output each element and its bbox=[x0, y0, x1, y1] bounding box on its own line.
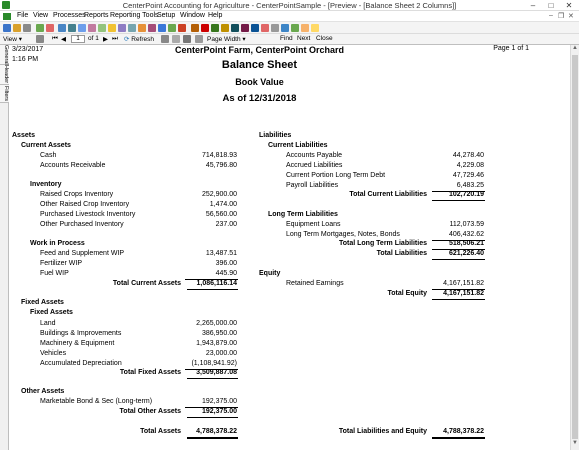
alert-icon[interactable] bbox=[261, 24, 269, 32]
export-icon[interactable] bbox=[172, 35, 180, 43]
scroll-down-icon[interactable]: ▼ bbox=[572, 440, 578, 446]
current-liabilities-header: Current Liabilities bbox=[268, 142, 328, 149]
print-preview-icon[interactable] bbox=[36, 35, 44, 43]
receipt-icon[interactable] bbox=[46, 24, 54, 32]
production-icon[interactable] bbox=[148, 24, 156, 32]
invoice-icon[interactable] bbox=[108, 24, 116, 32]
fuel-wip-label: Fuel WIP bbox=[40, 270, 69, 277]
report-date: 3/23/2017 bbox=[12, 46, 44, 53]
report-time: 1:16 PM bbox=[12, 56, 39, 63]
zoom-label: Page Width bbox=[207, 36, 241, 43]
cash-value: 714,818.93 bbox=[201, 152, 237, 159]
raised-crops-value: 252,900.00 bbox=[201, 191, 237, 198]
retained-earnings-label: Retained Earnings bbox=[286, 280, 344, 287]
underline bbox=[187, 378, 238, 379]
open-folder-icon[interactable] bbox=[13, 24, 21, 32]
vertical-scrollbar[interactable] bbox=[570, 45, 579, 450]
equity-header: Equity bbox=[259, 270, 281, 277]
machinery-value: 1,943,879.00 bbox=[196, 340, 237, 347]
pdf-icon[interactable] bbox=[201, 24, 209, 32]
buildings-label: Buildings & Improvements bbox=[40, 330, 122, 337]
graph-icon[interactable] bbox=[231, 24, 239, 32]
other-purchased-label: Other Purchased Inventory bbox=[40, 221, 124, 228]
menu-app-icon bbox=[3, 13, 11, 20]
maximize-button[interactable]: □ bbox=[548, 1, 554, 10]
total-current-liabilities-value: 102,720.19 bbox=[448, 191, 484, 198]
next-button[interactable]: Next bbox=[297, 35, 311, 42]
feed-wip-value: 13,487.51 bbox=[205, 250, 237, 257]
journal-icon[interactable] bbox=[88, 24, 96, 32]
settings-icon[interactable] bbox=[271, 24, 279, 32]
page-setup-icon[interactable] bbox=[161, 35, 169, 43]
total-liabilities-equity-label: Total Liabilities and Equity bbox=[338, 428, 427, 435]
report-as-of: As of 12/31/2018 bbox=[222, 93, 297, 104]
field-icon[interactable] bbox=[168, 24, 176, 32]
email-icon[interactable] bbox=[183, 35, 191, 43]
menu-processes[interactable]: Processes bbox=[53, 12, 86, 19]
preview-toolbar bbox=[0, 34, 579, 45]
transfer-icon[interactable] bbox=[78, 24, 86, 32]
fuel-wip-value: 445.90 bbox=[215, 270, 237, 277]
accumulated-depreciation-label: Accumulated Depreciation bbox=[40, 360, 122, 367]
other-assets-header: Other Assets bbox=[21, 388, 65, 395]
company-name: CenterPoint Farm, CenterPoint Orchard bbox=[174, 45, 345, 55]
total-liabilities-label: Total Liabilities bbox=[376, 250, 427, 257]
menu-bar bbox=[0, 11, 579, 22]
machinery-label: Machinery & Equipment bbox=[40, 340, 115, 347]
calendar-icon[interactable] bbox=[251, 24, 259, 32]
asset-icon[interactable] bbox=[158, 24, 166, 32]
zoom-icon[interactable] bbox=[195, 35, 203, 43]
new-icon[interactable] bbox=[3, 24, 11, 32]
total-assets-label: Total Assets bbox=[140, 428, 181, 435]
previous-page-button[interactable]: ◀ bbox=[61, 36, 66, 43]
title-bar bbox=[0, 0, 579, 11]
page-indicator: Page 1 of 1 bbox=[493, 45, 529, 52]
scrollbar-thumb[interactable] bbox=[572, 55, 578, 439]
budget-icon[interactable] bbox=[241, 24, 249, 32]
report-page bbox=[9, 45, 570, 450]
cpltd-value: 47,729.46 bbox=[452, 172, 484, 179]
excel-icon[interactable] bbox=[211, 24, 219, 32]
mdi-minimize-button[interactable]: – bbox=[549, 12, 553, 19]
customer-icon[interactable] bbox=[118, 24, 126, 32]
other-purchased-value: 237.00 bbox=[215, 221, 237, 228]
fixed-assets-subheader: Fixed Assets bbox=[30, 309, 73, 316]
purchased-livestock-value: 56,560.00 bbox=[205, 211, 237, 218]
long-term-liabilities-header: Long Term Liabilities bbox=[268, 211, 338, 218]
total-long-term-liabilities-value: 518,506.21 bbox=[448, 240, 484, 247]
mdi-restore-button[interactable]: ❐ bbox=[558, 13, 565, 20]
underline bbox=[432, 200, 485, 201]
menu-help[interactable]: Help bbox=[208, 12, 223, 19]
help-icon[interactable] bbox=[301, 24, 309, 32]
total-liabilities-value: 621,226.40 bbox=[448, 250, 484, 257]
fertilizer-wip-value: 396.00 bbox=[215, 260, 237, 267]
other-raised-value: 1,474.00 bbox=[209, 201, 237, 208]
total-fixed-assets-label: Total Fixed Assets bbox=[119, 369, 181, 376]
side-tab-strip bbox=[0, 45, 9, 450]
underline bbox=[187, 289, 238, 290]
payroll-value: 6,483.25 bbox=[456, 182, 484, 189]
checkbook-icon[interactable] bbox=[58, 24, 66, 32]
vehicles-label: Vehicles bbox=[40, 350, 67, 357]
menu-reports[interactable]: Reports bbox=[84, 12, 109, 19]
ap-value: 44,278.40 bbox=[452, 152, 484, 159]
cpltd-label: Current Portion Long Term Debt bbox=[286, 172, 386, 179]
vehicles-value: 23,000.00 bbox=[205, 350, 237, 357]
page-number-input[interactable]: 1 bbox=[71, 35, 85, 43]
view-dropdown[interactable]: View ▾ bbox=[3, 36, 23, 43]
menu-window[interactable]: Window bbox=[180, 12, 205, 19]
underline bbox=[432, 299, 485, 300]
menu-view[interactable]: View bbox=[33, 12, 49, 19]
marketable-value: 192,375.00 bbox=[201, 398, 237, 405]
purchased-livestock-label: Purchased Livestock Inventory bbox=[40, 211, 136, 218]
total-other-assets-label: Total Other Assets bbox=[119, 408, 181, 415]
payroll-label: Payroll Liabilities bbox=[286, 182, 339, 189]
equipment-loans-value: 112,073.59 bbox=[449, 221, 484, 228]
total-long-term-liabilities-label: Total Long Term Liabilities bbox=[338, 240, 427, 247]
user-icon[interactable] bbox=[281, 24, 289, 32]
window-title: CenterPoint Accounting for Agriculture - CenterPointSample - [Preview - [Balance Sheet 2 Columns]] bbox=[122, 1, 457, 10]
accrued-value: 4,229.08 bbox=[456, 162, 484, 169]
inventory-icon[interactable] bbox=[138, 24, 146, 32]
total-current-liabilities-label: Total Current Liabilities bbox=[349, 191, 427, 198]
mortgages-label: Long Term Mortgages, Notes, Bonds bbox=[286, 231, 400, 238]
inventory-header: Inventory bbox=[30, 181, 62, 188]
note-icon[interactable] bbox=[311, 24, 319, 32]
wip-header: Work in Process bbox=[30, 240, 85, 247]
find-button[interactable]: Find bbox=[280, 35, 293, 42]
buildings-value: 386,950.00 bbox=[201, 330, 237, 337]
other-raised-label: Other Raised Crop Inventory bbox=[40, 201, 130, 208]
vendor-icon[interactable] bbox=[128, 24, 136, 32]
report-icon[interactable] bbox=[191, 24, 199, 32]
fixed-assets-header: Fixed Assets bbox=[21, 299, 64, 306]
total-fixed-assets-value: 3,509,887.08 bbox=[196, 369, 237, 376]
raised-crops-label: Raised Crops Inventory bbox=[40, 191, 114, 198]
liabilities-header: Liabilities bbox=[259, 132, 292, 139]
total-liabilities-equity-value: 4,788,378.22 bbox=[443, 428, 484, 435]
double-underline bbox=[187, 437, 238, 439]
fertilizer-wip-label: Fertilizer WIP bbox=[40, 260, 82, 267]
total-current-assets-value: 1,086,116.14 bbox=[196, 280, 237, 287]
mortgages-value: 406,432.62 bbox=[448, 231, 484, 238]
marketable-label: Marketable Bond & Sec (Long-term) bbox=[40, 398, 153, 405]
zoom-dropdown[interactable]: Page Width ▾ bbox=[207, 36, 246, 43]
last-page-button[interactable]: ⏭ bbox=[112, 35, 118, 42]
feed-wip-label: Feed and Supplement WIP bbox=[40, 250, 125, 257]
livestock-icon[interactable] bbox=[178, 24, 186, 32]
tab-header[interactable]: Header bbox=[0, 65, 9, 85]
report-title: Balance Sheet bbox=[221, 59, 298, 71]
mdi-close-button[interactable]: ✕ bbox=[568, 13, 574, 20]
ar-value: 45,796.80 bbox=[205, 162, 237, 169]
minimize-button[interactable]: – bbox=[530, 1, 536, 10]
view-label: View bbox=[3, 36, 17, 43]
ap-label: Accounts Payable bbox=[286, 152, 343, 159]
menu-setup[interactable]: Setup bbox=[157, 12, 176, 19]
current-assets-header: Current Assets bbox=[21, 142, 71, 149]
main-toolbar bbox=[0, 22, 579, 34]
tab-filters[interactable]: Filters bbox=[0, 85, 9, 103]
close-preview-button[interactable]: Close bbox=[316, 35, 333, 42]
underline bbox=[187, 417, 238, 418]
equipment-loans-label: Equipment Loans bbox=[286, 221, 341, 228]
backup-icon[interactable] bbox=[291, 24, 299, 32]
underline bbox=[432, 259, 485, 260]
report-subtitle: Book Value bbox=[235, 77, 284, 87]
refresh-icon: ⟳ bbox=[124, 36, 130, 43]
first-page-button[interactable]: ⏮ bbox=[52, 35, 58, 42]
refresh-label: Refresh bbox=[131, 36, 155, 43]
total-equity-label: Total Equity bbox=[387, 290, 427, 297]
payroll-icon[interactable] bbox=[98, 24, 106, 32]
deposit-icon[interactable] bbox=[68, 24, 76, 32]
total-equity-value: 4,167,151.82 bbox=[443, 290, 484, 297]
total-assets-value: 4,788,378.22 bbox=[196, 428, 237, 435]
total-current-assets-label: Total Current Assets bbox=[112, 280, 181, 287]
money-icon[interactable] bbox=[36, 24, 44, 32]
retained-earnings-value: 4,167,151.82 bbox=[443, 280, 484, 287]
total-other-assets-value: 192,375.00 bbox=[201, 408, 237, 415]
double-underline bbox=[432, 437, 485, 439]
menu-reporting-tools[interactable]: Reporting Tools bbox=[110, 12, 159, 19]
next-page-button[interactable]: ▶ bbox=[103, 36, 108, 43]
land-value: 2,265,000.00 bbox=[196, 320, 237, 327]
close-window-button[interactable]: ✕ bbox=[565, 1, 573, 10]
print-icon[interactable] bbox=[23, 24, 31, 32]
menu-file[interactable]: File bbox=[17, 12, 29, 19]
refresh-button[interactable] bbox=[124, 35, 154, 43]
scroll-up-icon[interactable]: ▲ bbox=[572, 45, 578, 51]
memorized-report-icon[interactable] bbox=[221, 24, 229, 32]
land-label: Land bbox=[40, 320, 56, 327]
cash-label: Cash bbox=[40, 152, 57, 159]
assets-header: Assets bbox=[12, 132, 35, 139]
page-count: of 1 bbox=[88, 35, 99, 42]
accumulated-depreciation-value: (1,108,941.92) bbox=[191, 360, 237, 367]
tab-general[interactable]: General bbox=[0, 45, 9, 65]
accrued-label: Accrued Liabilities bbox=[286, 162, 343, 169]
ar-label: Accounts Receivable bbox=[40, 162, 106, 169]
